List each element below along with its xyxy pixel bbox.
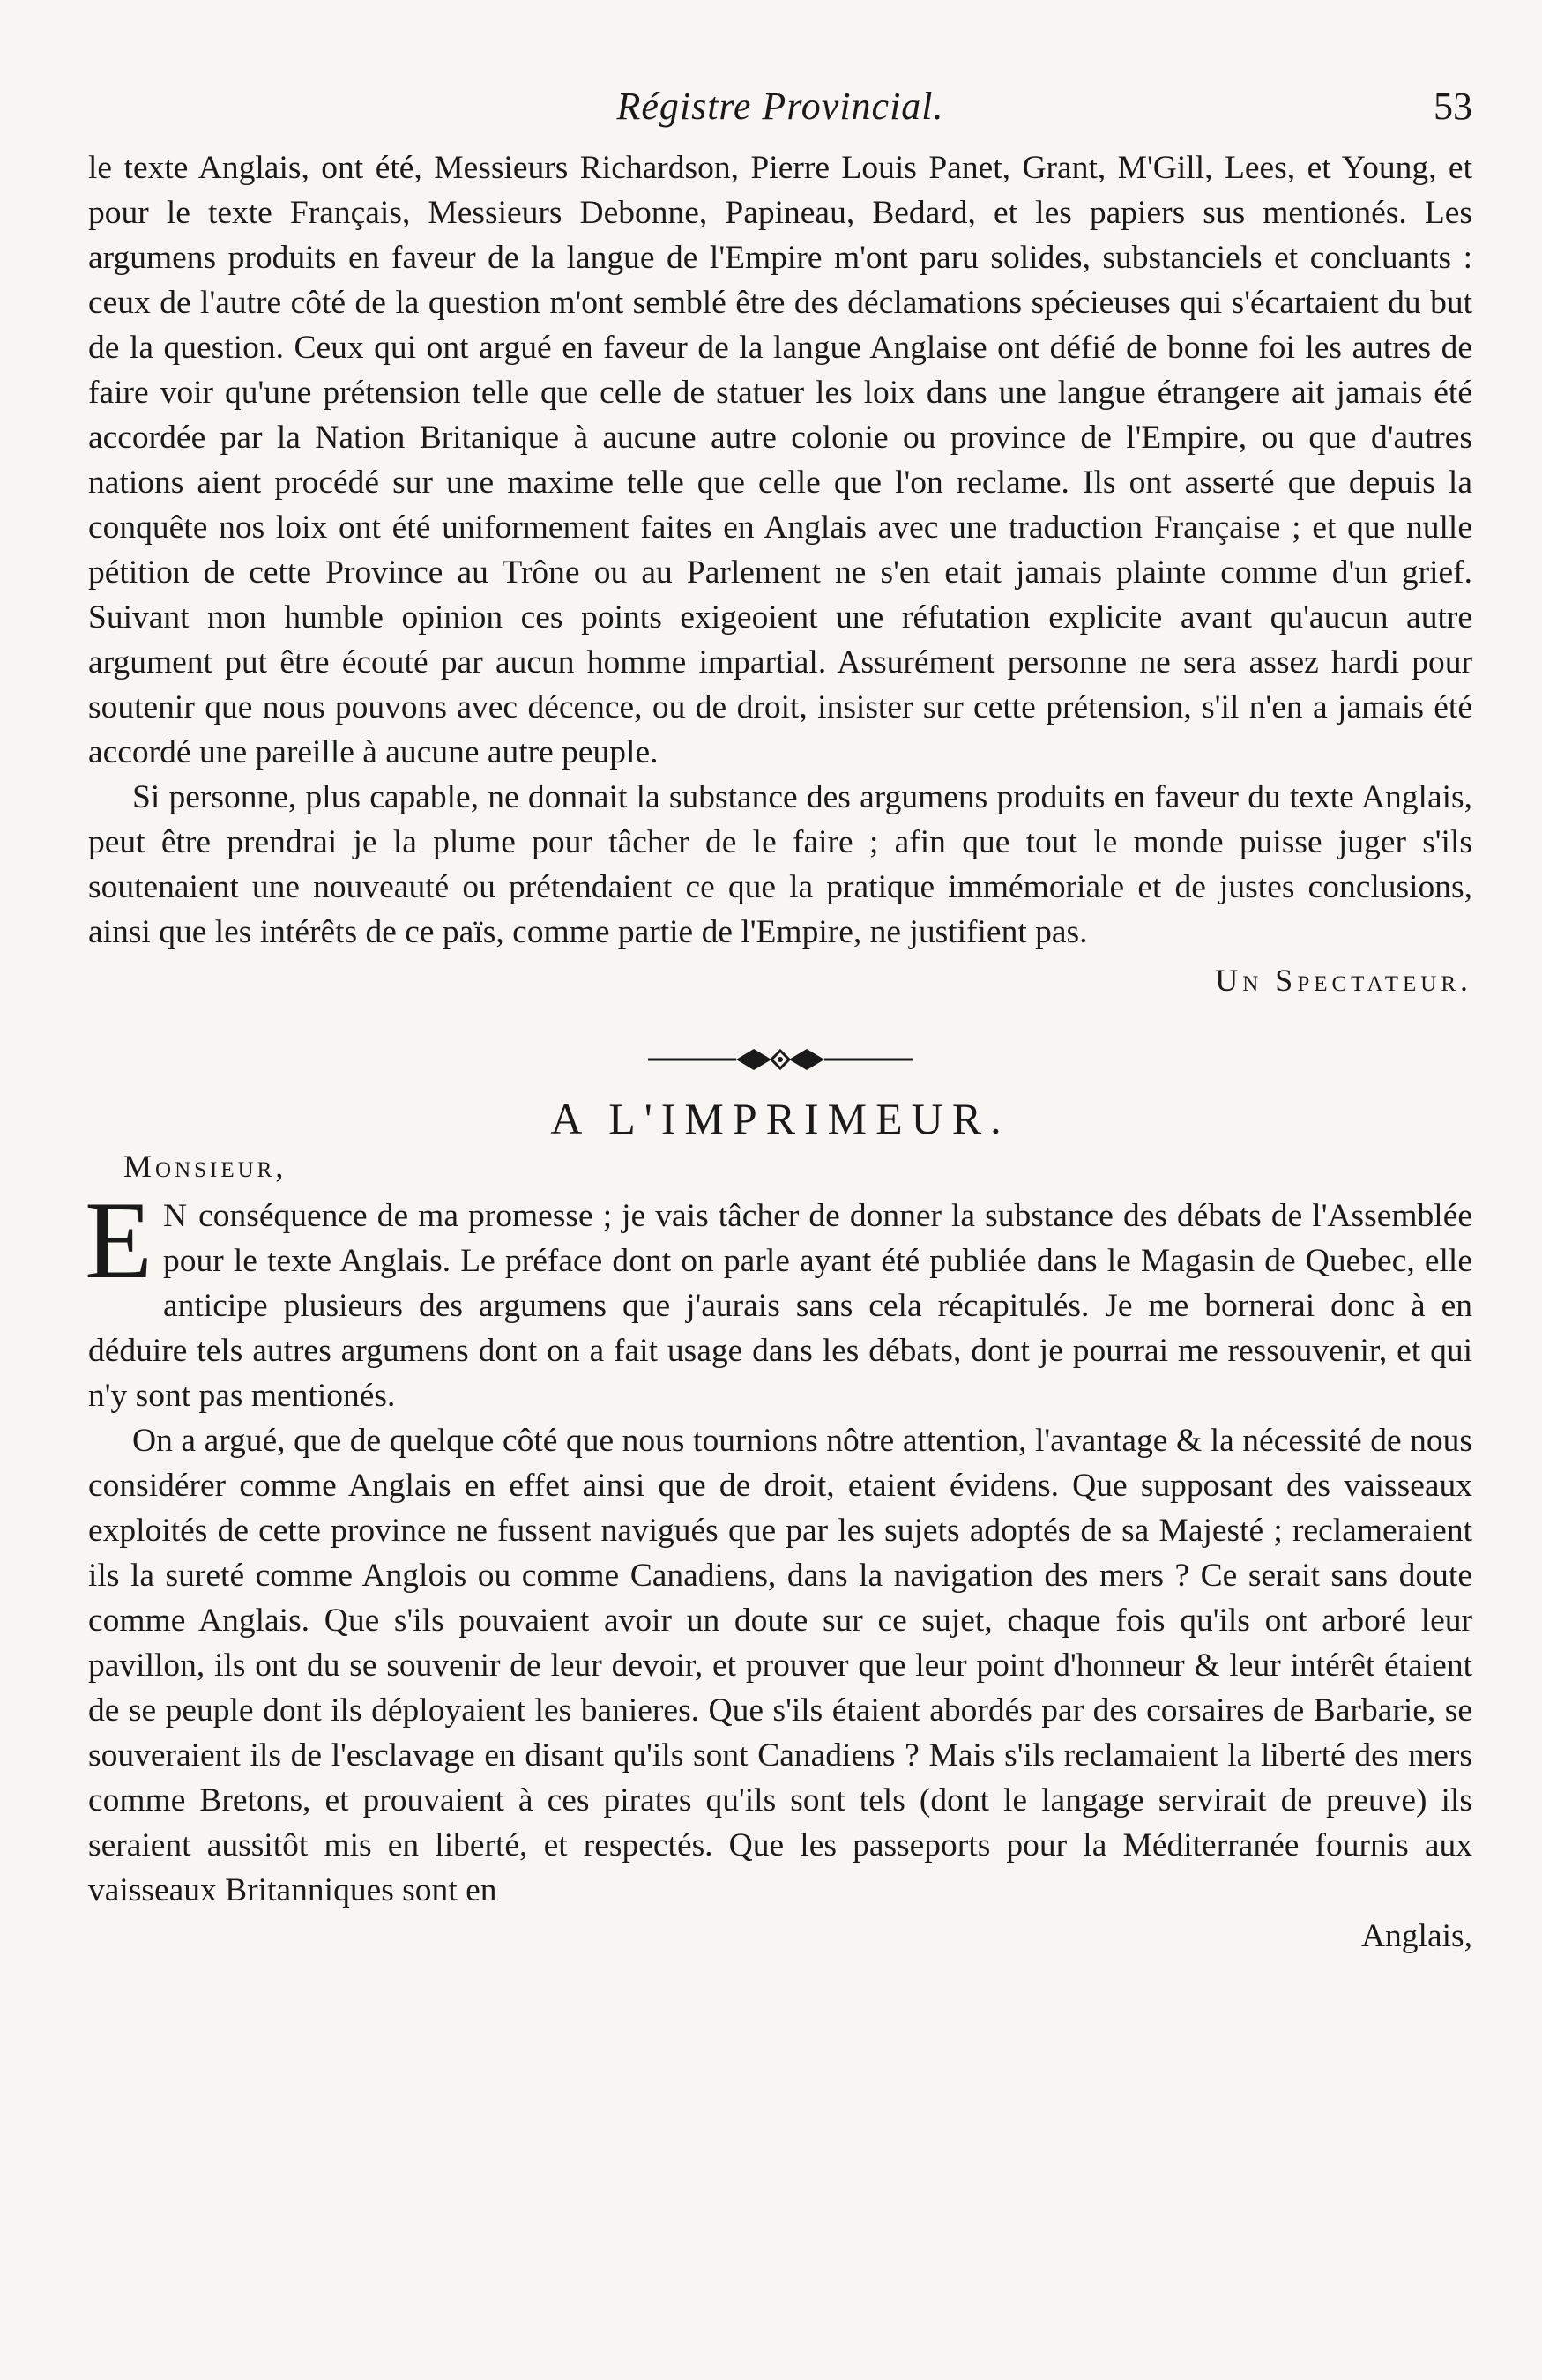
- letter2-paragraph-2: On a argué, que de quelque côté que nous tournions nôtre attention, l'avantage & la nécessité de nous considérer comme Anglais en effet ainsi que de droit, etaient évidens. Que supposant des vaisseaux exploités de cette province ne fussent navigués que par les sujets adoptés de sa Majesté ; reclameraient ils la sureté comme Anglois ou comme Canadiens, dans la navigation des mers ? Ce serait sans doute comme Anglais. Que s'ils pouvaient avoir un doute sur ce sujet, chaque fois qu'ils ont arboré leur pavillon, ils ont du se souvenir de leur devoir, et prouver que leur point d'honneur & leur intérêt étaient de se peuple dont ils déployaient les banieres. Que s'ils étaient abordés par des corsaires de Barbarie, se souveraient ils de l'esclavage en disant qu'ils sont Canadiens ? Mais s'ils reclamaient la liberté des mers comme Bretons, et prouvaient à ces pirates qu'ils sont tels (dont le langage servirait de preuve) ils seraient aussitôt mis en liberté, et respectés. Que les passeports pour la Méditerranée fournis aux vaisseaux Britanniques sont en: [88, 1423, 1472, 1908]
- lead-in: N: [162, 1198, 190, 1234]
- ornament-divider: [88, 1042, 1472, 1077]
- salutation: Monsieur,: [123, 1149, 287, 1184]
- letter2-paragraph-1: [85, 1179, 1472, 1418]
- drop-cap: E: [85, 1179, 153, 1302]
- letter1-paragraph-2: Si personne, plus capable, ne donnait la substance des argumens produits en faveur du texte Anglais, peut être prendrai je la plume pour tâcher de le faire ; afin que tout le monde puisse juger s'ils soutenaient une nouveauté ou prétendaient ce que la pratique immémoriale et de justes conclusions, ainsi que les intérêts de ce païs, comme partie de l'Empire, ne justifient pas.: [88, 779, 1472, 950]
- ornament-icon: [639, 1042, 921, 1077]
- letter1-paragraph-1: le texte Anglais, ont été, Messieurs Richardson, Pierre Louis Panet, Grant, M'Gill, Lees, et Young, et pour le texte Français, Messieurs Debonne, Papineau, Bedard, et les papiers sus mentionés. Les argumens produits en faveur de la langue de l'Empire m'ont paru solides, substanciels et concluants : ceux de l'autre côté de la question m'ont semblé être des déclamations spécieuses qui s'écartaient du but de la question. Ceux qui ont argué en faveur de la langue Anglaise ont défié de bonne foi les autres de faire voir qu'une prétension telle que celle de statuer les loix dans une langue étrangere ait jamais été accordée par la Nation Britanique à aucune autre colonie ou province de l'Empire, ou que d'autres nations aient procédé sur une maxime telle que celle que l'on reclame. Ils ont asserté que depuis la conquête nos loix ont été uniformement faites en Anglais avec une traduction Française ; et que nulle pétition de cette Province au Trône ou au Parlement ne s'en etait jamais plainte comme d'un grief. Suivant mon humble opinion ces points exigeoient une réfutation explicite avant qu'aucun autre argument put être écouté par aucun homme impartial. Assurément personne ne sera assez hardi pour soutenir que nous pouvons avec décence, ou de droit, insister sur cette prétension, s'il n'en a jamais été accordé une pareille à aucune autre peuple.: [88, 150, 1472, 770]
- running-head: [88, 84, 1472, 145]
- signature: Un Spectateur.: [1215, 963, 1472, 998]
- catchword: Anglais,: [1360, 1918, 1472, 1954]
- page: [85, 84, 1472, 1959]
- page-number: 53: [1434, 85, 1472, 128]
- section-title: A L'IMPRIMEUR.: [550, 1094, 1010, 1143]
- letter2-paragraph-1-text: conséquence de ma promesse ; je vais tâcher de donner la substance des débats de l'Assemblée pour le texte Anglais. Le préface dont on parle ayant été publiée dans le Magasin de Quebec, elle anticipe plusieurs des argumens que j'aurais sans cela récapitulés. Je me bornerai donc à en déduire tels autres argumens dont on a fait usage dans les débats, dont je pourrai me ressouvenir, et qui n'y sont pas mentionés.: [88, 1198, 1472, 1414]
- running-title: Régistre Provincial.: [616, 85, 944, 128]
